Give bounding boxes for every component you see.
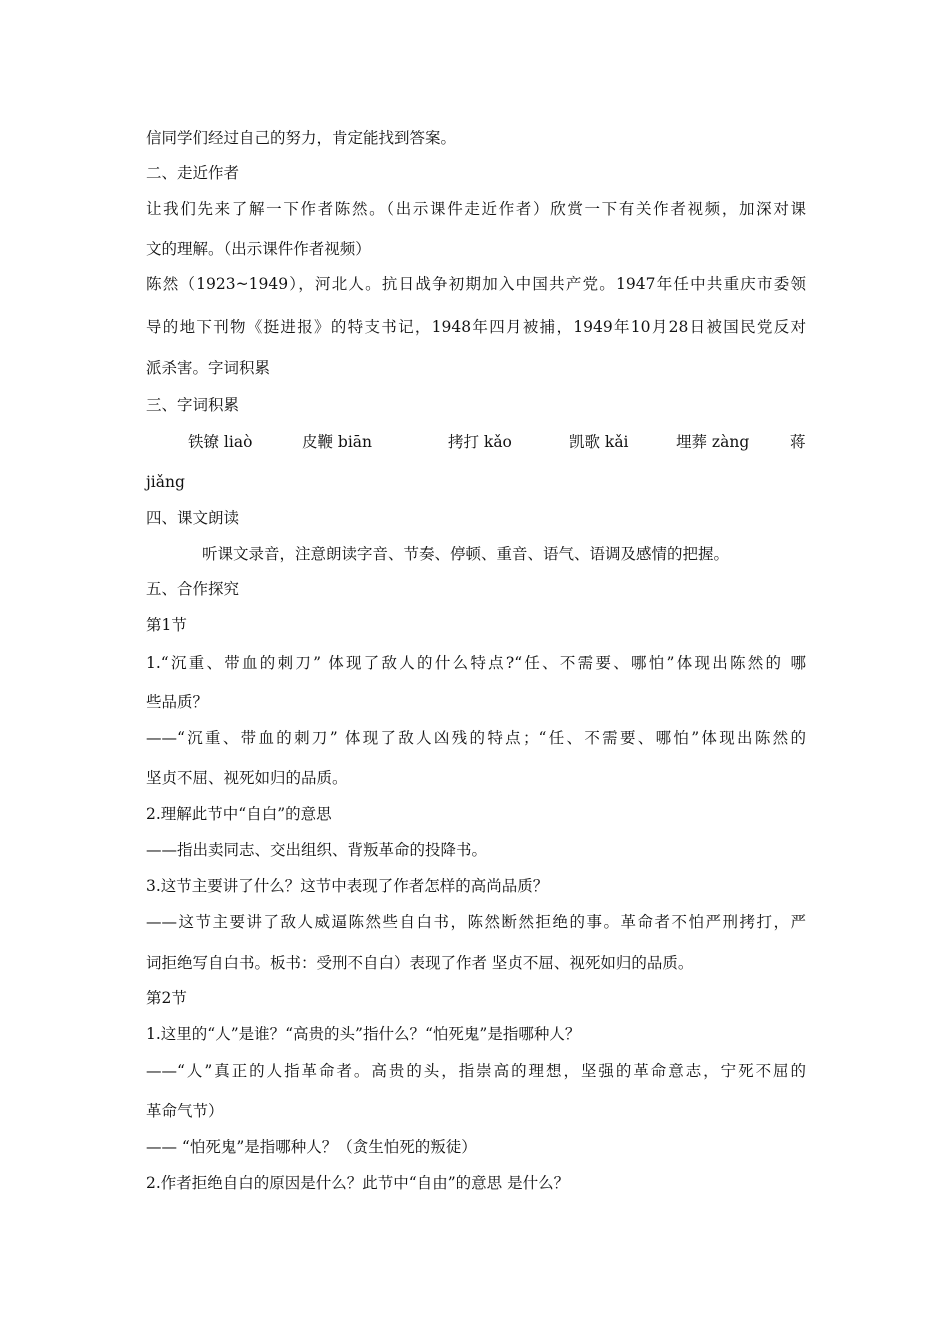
subheading-stanza-2: 第2节 — [146, 989, 187, 1007]
vocab-item: 蒋 — [790, 433, 806, 451]
text-line: jiǎng — [146, 473, 185, 491]
text-line: 导的地下刊物《挺进报》的特支书记，1948年四月被捕，1949年10月28日被国民党反对 — [146, 318, 806, 336]
subheading-stanza-1: 第1节 — [146, 616, 187, 634]
answer-line: 坚贞不屈、视死如归的品质。 — [146, 769, 348, 787]
vocab-item: 拷打 kǎo — [448, 433, 512, 451]
section-heading-vocab: 三、字词积累 — [146, 396, 240, 414]
vocab-item: 埋葬 zàng — [676, 433, 750, 451]
answer-line: 词拒绝写自白书。板书：受刑不自白）表现了作者 坚贞不屈、视死如归的品质。 — [146, 954, 694, 972]
answer-line: ——“沉重、带血的刺刀” 体现了敌人凶残的特点；“任、不需要、哪怕”体现出陈然的 — [146, 729, 806, 747]
text-line: 听课文录音，注意朗读字音、节奏、停顿、重音、语气、语调及感情的把握。 — [202, 545, 730, 563]
question-line: 3.这节主要讲了什么？这节中表现了作者怎样的高尚品质？ — [146, 877, 549, 895]
text-line: 陈然（1923~1949），河北人。抗日战争初期加入中国共产党。1947年任中共重庆市委领 — [146, 275, 806, 293]
answer-line: —— “怕死鬼”是指哪种人？（贪生怕死的叛徒） — [146, 1138, 477, 1156]
section-heading-reading: 四、课文朗读 — [146, 509, 240, 527]
text-line: 文的理解。（出示课件作者视频） — [146, 240, 371, 258]
answer-line: ——指出卖同志、交出组织、背叛革命的投降书。 — [146, 841, 488, 859]
question-line: 2.作者拒绝自白的原因是什么？此节中“自由”的意思 是什么？ — [146, 1174, 570, 1192]
vocab-item: 凯歌 kǎi — [569, 433, 629, 451]
question-line: 1.这里的“人”是谁？“高贵的头”指什么？“怕死鬼”是指哪种人？ — [146, 1025, 581, 1043]
question-line: 些品质？ — [146, 693, 209, 711]
answer-line: ——“人”真正的人指革命者。高贵的头，指崇高的理想，坚强的革命意志，宁死不屈的 — [146, 1062, 806, 1080]
answer-line: ——这节主要讲了敌人威逼陈然些自白书，陈然断然拒绝的事。革命者不怕严刑拷打，严 — [146, 913, 806, 931]
answer-line: 革命气节） — [146, 1102, 224, 1120]
vocab-item: 铁镣 liaò — [188, 433, 253, 451]
text-line: 派杀害。字词积累 — [146, 359, 271, 377]
section-heading-explore: 五、合作探究 — [146, 580, 240, 598]
vocab-item: 皮鞭 biān — [302, 433, 373, 451]
section-heading-author: 二、走近作者 — [146, 164, 240, 182]
question-line: 1.“沉重、带血的刺刀” 体现了敌人的什么特点?“任、不需要、哪怕”体现出陈然的 哪 — [146, 654, 806, 672]
vocab-row — [146, 430, 806, 450]
text-line: 让我们先来了解一下作者陈然。（出示课件走近作者）欣赏一下有关作者视频，加深对课 — [146, 200, 806, 218]
question-line: 2.理解此节中“自白”的意思 — [146, 805, 332, 823]
text-line: 信同学们经过自己的努力，肯定能找到答案。 — [146, 129, 457, 147]
